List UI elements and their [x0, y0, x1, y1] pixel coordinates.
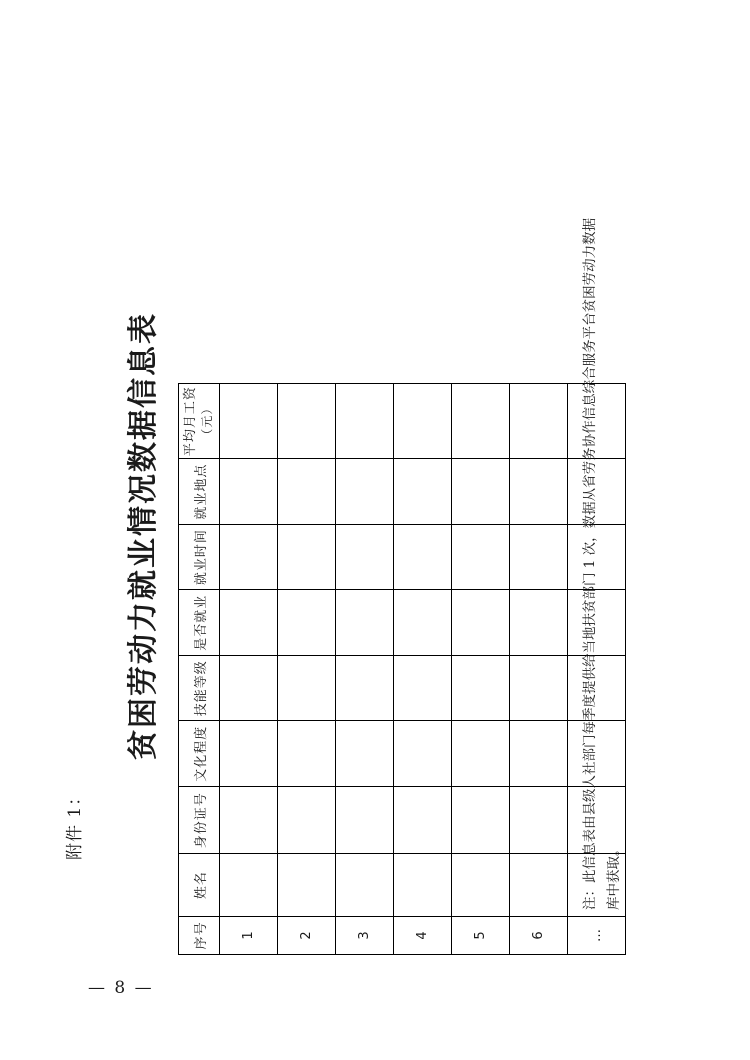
table-row [220, 384, 278, 955]
cell-avg-wage[interactable] [220, 384, 278, 459]
table-row [278, 384, 336, 955]
cell-avg-wage[interactable] [452, 384, 510, 459]
table-row [336, 384, 394, 955]
table-header [179, 384, 220, 955]
cell-employ-place[interactable] [336, 459, 394, 525]
table-header-row [179, 384, 220, 955]
cell-seq: 4 [394, 916, 452, 954]
cell-employ-time[interactable] [394, 524, 452, 590]
column-header-avg-wage-unit: （元） [199, 401, 214, 441]
column-header-id-number: 身份证号 [179, 787, 220, 854]
cell-employ-place[interactable] [452, 459, 510, 525]
cell-education[interactable] [510, 721, 568, 787]
cell-avg-wage[interactable] [278, 384, 336, 459]
table-note-line-2: 库中获取。 [606, 842, 622, 910]
table-note-line-1: 注：此信息表由县级人社部门每季度提供给当地扶贫部门 1 次，数据从省劳务协作信息综合服务平台贫困劳动力数据 [582, 217, 598, 910]
cell-education[interactable] [394, 721, 452, 787]
cell-skill-level[interactable] [510, 655, 568, 721]
cell-seq: … [568, 916, 626, 954]
cell-education[interactable] [278, 721, 336, 787]
table-body [220, 384, 626, 955]
cell-skill-level[interactable] [220, 655, 278, 721]
table-row [394, 384, 452, 955]
column-header-name: 姓名 [179, 854, 220, 916]
cell-seq: 1 [220, 916, 278, 954]
cell-name[interactable] [510, 854, 568, 916]
cell-skill-level[interactable] [336, 655, 394, 721]
cell-avg-wage[interactable] [394, 384, 452, 459]
cell-seq: 2 [278, 916, 336, 954]
cell-id-number[interactable] [336, 787, 394, 854]
cell-seq: 3 [336, 916, 394, 954]
table-row [452, 384, 510, 955]
cell-employ-time[interactable] [220, 524, 278, 590]
cell-name[interactable] [220, 854, 278, 916]
column-header-employ-place: 就业地点 [179, 459, 220, 525]
column-header-employ-time: 就业时间 [179, 524, 220, 590]
cell-id-number[interactable] [452, 787, 510, 854]
cell-name[interactable] [336, 854, 394, 916]
cell-id-number[interactable] [278, 787, 336, 854]
cell-employ-place[interactable] [278, 459, 336, 525]
cell-id-number[interactable] [394, 787, 452, 854]
cell-education[interactable] [336, 721, 394, 787]
page-number: — 8 — [88, 978, 154, 998]
cell-education[interactable] [220, 721, 278, 787]
attachment-label: 附件 1： [65, 787, 85, 860]
cell-employed[interactable] [336, 590, 394, 656]
cell-employ-time[interactable] [278, 524, 336, 590]
column-header-seq: 序号 [179, 916, 220, 954]
cell-employed[interactable] [510, 590, 568, 656]
cell-employed[interactable] [220, 590, 278, 656]
cell-name[interactable] [452, 854, 510, 916]
page-title: 贫困劳动力就业情况数据信息表 [126, 312, 161, 760]
cell-skill-level[interactable] [394, 655, 452, 721]
cell-education[interactable] [452, 721, 510, 787]
cell-avg-wage[interactable] [510, 384, 568, 459]
cell-id-number[interactable] [220, 787, 278, 854]
cell-employ-place[interactable] [394, 459, 452, 525]
cell-employed[interactable] [394, 590, 452, 656]
table-container [178, 383, 626, 955]
cell-employed[interactable] [452, 590, 510, 656]
employment-info-table [178, 383, 626, 955]
column-header-skill-level: 技能等级 [179, 655, 220, 721]
cell-employ-place[interactable] [510, 459, 568, 525]
column-header-education: 文化程度 [179, 721, 220, 787]
cell-employ-place[interactable] [220, 459, 278, 525]
cell-name[interactable] [278, 854, 336, 916]
cell-employ-time[interactable] [510, 524, 568, 590]
cell-employ-time[interactable] [452, 524, 510, 590]
column-header-avg-wage-main: 平均月工资 [183, 386, 199, 457]
cell-seq: 6 [510, 916, 568, 954]
cell-employed[interactable] [278, 590, 336, 656]
cell-skill-level[interactable] [278, 655, 336, 721]
cell-id-number[interactable] [510, 787, 568, 854]
cell-name[interactable] [394, 854, 452, 916]
cell-employ-time[interactable] [336, 524, 394, 590]
column-header-avg-wage [179, 384, 220, 459]
cell-seq: 5 [452, 916, 510, 954]
cell-avg-wage[interactable] [336, 384, 394, 459]
cell-skill-level[interactable] [452, 655, 510, 721]
column-header-employed: 是否就业 [179, 590, 220, 656]
table-row [510, 384, 568, 955]
